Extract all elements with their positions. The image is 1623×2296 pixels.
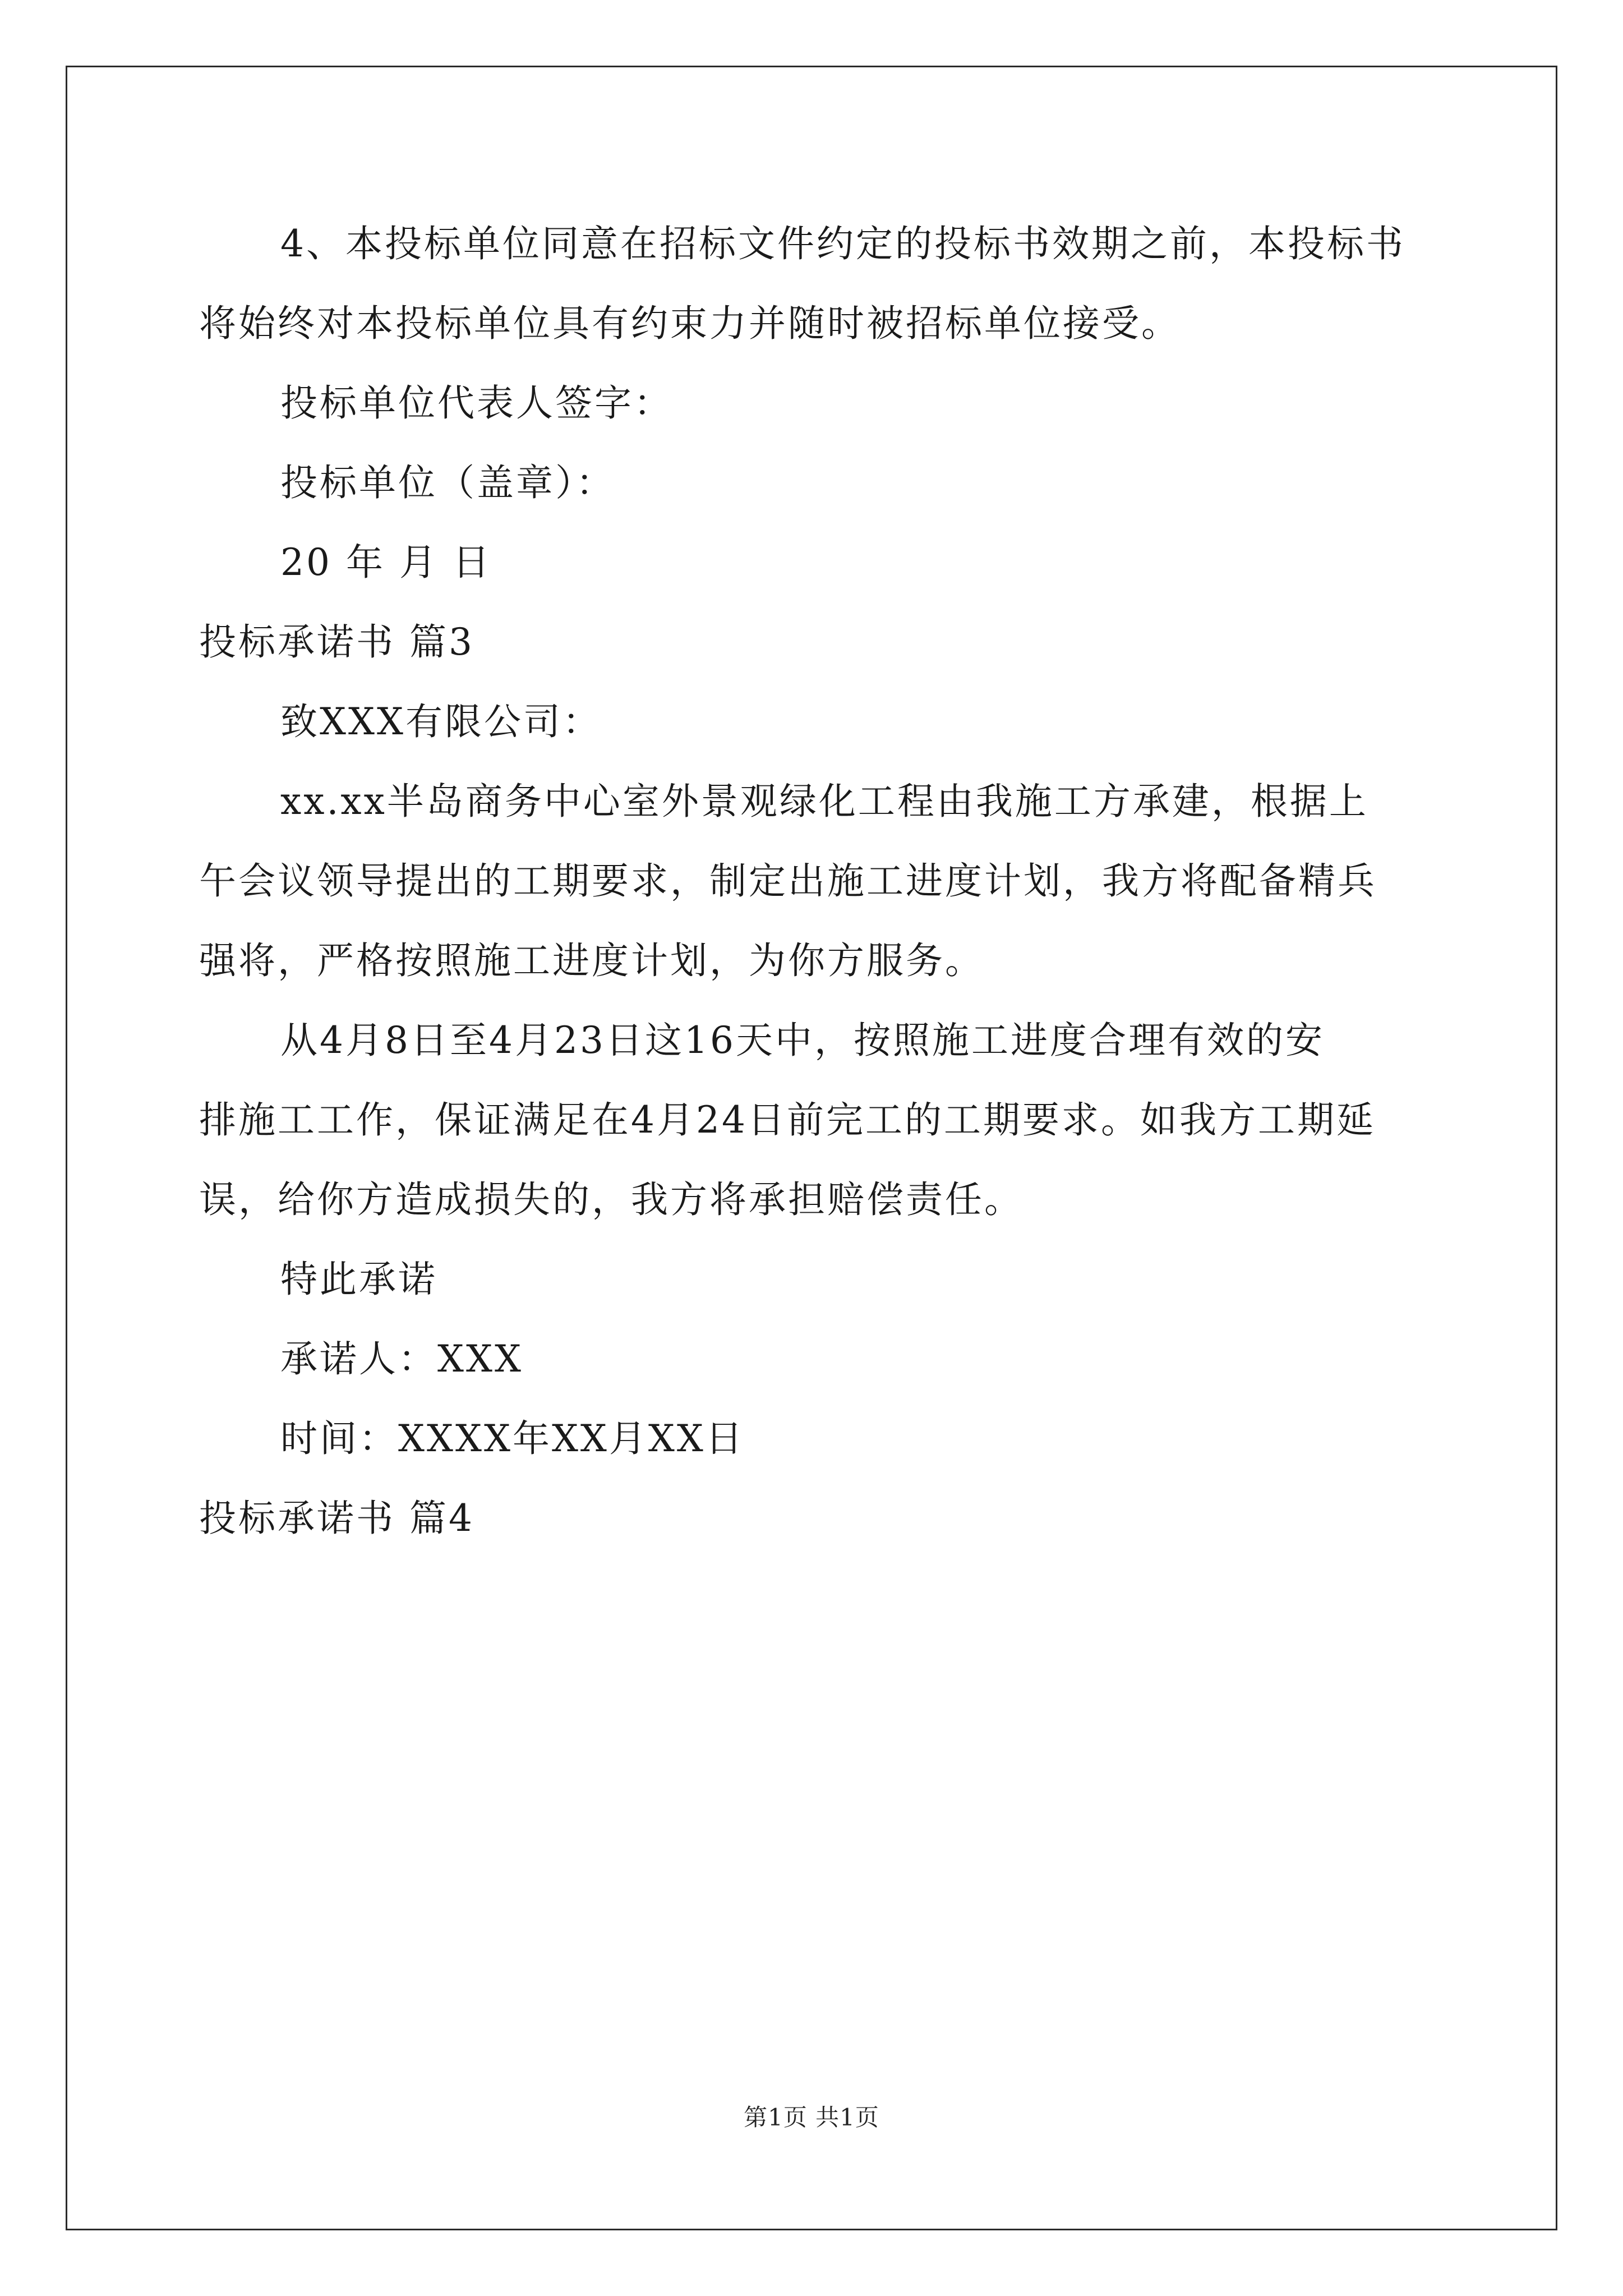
page-number-footer: 第1页 共1页 (744, 2104, 879, 2131)
seal-label: 投标单位（盖章）： (280, 461, 615, 504)
paragraph-line: 误，给你方造成损失的，我方将承担赔偿责任。 (199, 1178, 1023, 1221)
signature-label: 投标单位代表人签字： (280, 381, 673, 425)
paragraph-line: xx.xx半岛商务中心室外景观绿化工程由我施工方承建，根据上 (280, 780, 1368, 823)
section-heading: 投标承诺书 篇4 (199, 1497, 474, 1540)
paragraph-line: 将始终对本投标单位具有约束力并随时被招标单位接受。 (199, 302, 1181, 345)
paragraph-line: 排施工工作，保证满足在4月24日前完工的工期要求。如我方工期延 (199, 1098, 1376, 1142)
paragraph-line: 从4月8日至4月23日这16天中，按照施工进度合理有效的安 (280, 1019, 1325, 1062)
date-line: 20 年 月 日 (280, 541, 492, 584)
paragraph-line: 午会议领导提出的工期要求，制定出施工进度计划，我方将配备精兵 (199, 859, 1377, 903)
section-heading: 投标承诺书 篇3 (199, 620, 474, 664)
promisor-line: 承诺人：XXX (280, 1337, 523, 1381)
closing-phrase: 特此承诺 (280, 1258, 437, 1301)
time-line: 时间：XXXX年XX月XX日 (280, 1417, 745, 1460)
paragraph-line: 强将，严格按照施工进度计划，为你方服务。 (199, 939, 984, 982)
salutation: 致XXX有限公司： (280, 700, 602, 743)
paragraph-line: 4、本投标单位同意在招标文件约定的投标书效期之前，本投标书 (280, 222, 1405, 265)
